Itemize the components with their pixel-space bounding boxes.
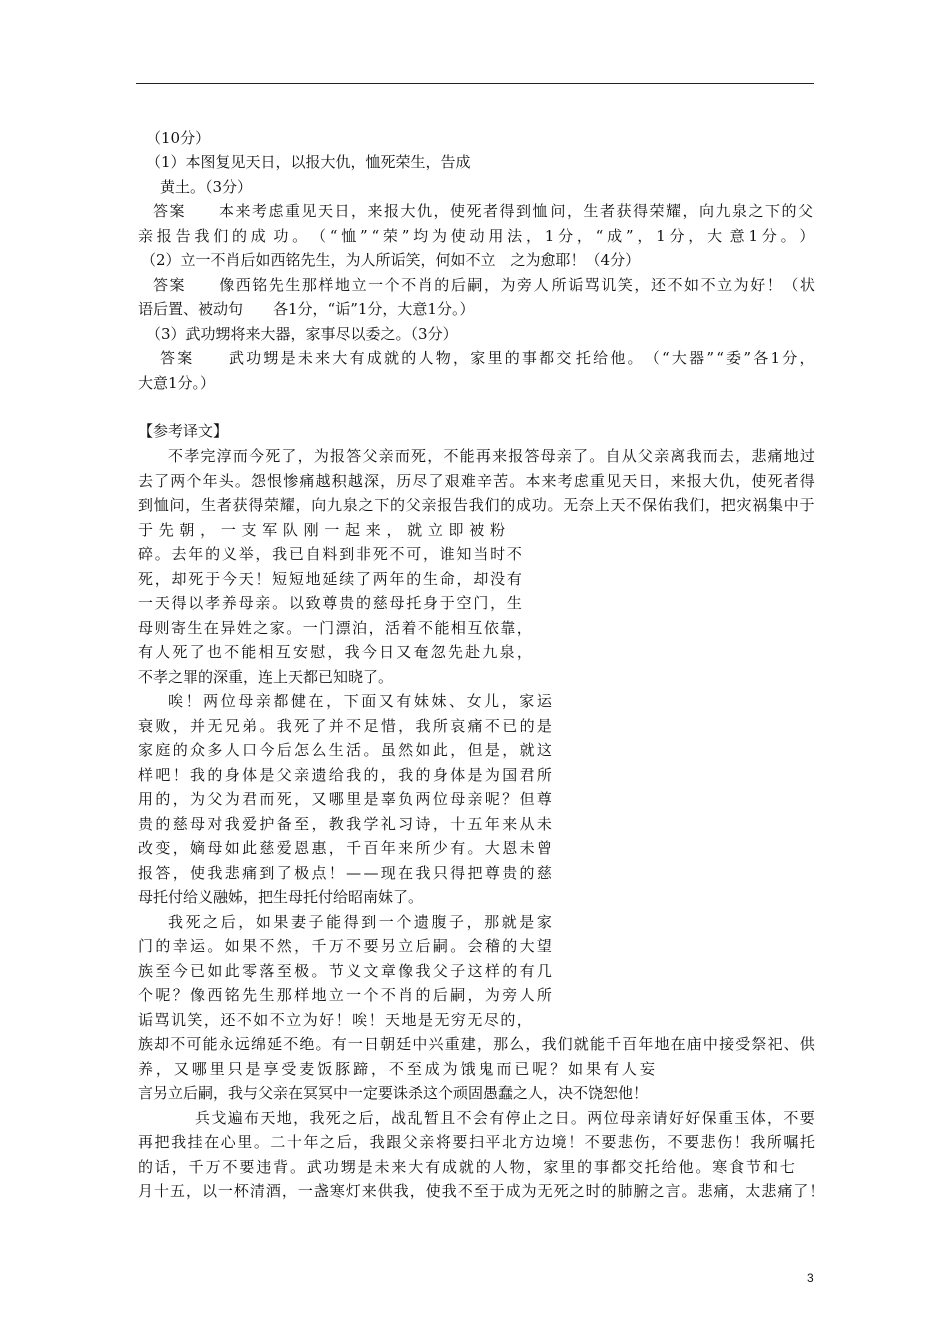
translation-line: 母 则 寄 生 在 异 姓 之 家 。 一 门 漂 泊 ， 活 着 不 能 相 互 依 靠 ， — [138, 619, 532, 637]
answer-line: 亲 报 告 我 们 的 成 功 。 （ “ 恤 ” “ 荣 ” 均 为 使 动 用 法 ， 1 分 ， “ 成 ” ， 1 分 ， 大 意 1 分 。 ） — [138, 227, 815, 245]
translation-line: 母托付给义融姊，把生母托付给昭南妹了。 — [138, 888, 424, 906]
translation-line: 族 至 今 已 如 此 零 落 至 极 。 节 义 文 章 像 我 父 子 这 样 的 有 几 — [138, 962, 552, 980]
translation-line: 衰 败 ， 并 无 兄 弟 。 我 死 了 并 不 足 惜 ， 我 所 哀 痛 不 已 的 是 — [138, 717, 552, 735]
header-rule — [136, 83, 814, 84]
answer-line: 答 案 像 西 铭 先 生 那 样 地 立 一 个 不 肖 的 后 嗣 ， 为 旁 人 所 诟 骂 讥 笑 ， 还 不 如 不 立 为 好 ！ （ 状 — [153, 276, 815, 294]
translation-line: 死 ， 却 死 于 今 天 ！ 短 短 地 延 续 了 两 年 的 生 命 ， 却 没 有 — [138, 570, 522, 588]
answer-line: （10分） — [146, 129, 211, 147]
translation-line: 个 呢 ？ 像 西 铭 先 生 那 样 地 立 一 个 不 肖 的 后 嗣 ， 为 旁 人 所 — [138, 986, 552, 1004]
translation-line: 不 孝 完 淳 而 今 死 了 ， 为 报 答 父 亲 而 死 ， 不 能 再 来 报 答 母 亲 了 。 自 从 父 亲 离 我 而 去 ， 悲 痛 地 过 — [168, 447, 815, 465]
translation-line: 家 庭 的 众 多 人 口 今 后 怎 么 生 活 。 虽 然 如 此 ， 但 是 ， 就 这 — [138, 741, 552, 759]
answer-line: 答 案 武 功 甥 是 未 来 大 有 成 就 的 人 物 ， 家 里 的 事 都 交 托 给 他 。 （ “ 大 器 ” “ 委 ” 各 1 分 ， — [160, 349, 815, 367]
answer-line: 答 案 本 来 考 虑 重 见 天 日 ， 来 报 大 仇 ， 使 死 者 得 到 恤 问 ， 生 者 获 得 荣 耀 ， 向 九 泉 之 下 的 父 — [153, 202, 813, 220]
translation-line: 用 的 ， 为 父 为 君 而 死 ， 又 哪 里 是 辜 负 两 位 母 亲 呢 ？ 但 尊 — [138, 790, 552, 808]
translation-line: 的 话 ， 千 万 不 要 违 背 。 武 功 甥 是 未 来 大 有 成 就 的 人 物 ， 家 里 的 事 都 交 托 给 他 。 寒 食 节 和 七 — [138, 1158, 795, 1176]
translation-line: 去 了 两 个 年 头 。 怨 恨 惨 痛 越 积 越 深 ， 历 尽 了 艰 难 辛 苦 。 本 来 考 虑 重 见 天 日 ， 来 报 大 仇 ， 使 死 者 得 — [138, 472, 815, 490]
answer-line: 大意1分。） — [138, 374, 216, 392]
translation-line: 言另立后嗣，我与父亲在冥冥中一定要诛杀这个顽固愚蠢之人，决不饶恕他！ — [138, 1084, 649, 1102]
translation-line: 唉 ！ 两 位 母 亲 都 健 在 ， 下 面 又 有 妹 妹 、 女 儿 ， 家 运 — [168, 692, 552, 710]
translation-line: 门 的 幸 运 。 如 果 不 然 ， 千 万 不 要 另 立 后 嗣 。 会 稽 的 大 望 — [138, 937, 552, 955]
answer-line: （3）武功甥将来大器，家事尽以委之。（3分） — [146, 325, 458, 343]
translation-line: 改 变 ， 嫡 母 如 此 慈 爱 恩 惠 ， 千 百 年 来 所 少 有 。 大 恩 未 曾 — [138, 839, 552, 857]
translation-line: 到 恤 问 ， 生 者 获 得 荣 耀 ， 向 九 泉 之 下 的 父 亲 报 告 我 们 的 成 功 。 无 奈 上 天 不 保 佑 我 们 ， 把 灾 祸 集 中 于 — [138, 496, 815, 514]
translation-line: 碎 。 去 年 的 义 举 ， 我 已 自 料 到 非 死 不 可 ， 谁 知 当 时 不 — [138, 545, 522, 563]
translation-line: 样 吧 ！ 我 的 身 体 是 父 亲 遗 给 我 的 ， 我 的 身 体 是 为 国 君 所 — [138, 766, 552, 784]
translation-line: 有 人 死 了 也 不 能 相 互 安 慰 ， 我 今 日 又 奄 忽 先 赴 九 泉 ， — [138, 643, 532, 661]
answer-line: 黄土。（3分） — [160, 178, 253, 196]
translation-line: 诟 骂 讥 笑 ， 还 不 如 不 立 为 好 ！ 唉 ！ 天 地 是 无 穷 无 尽 的 ， — [138, 1011, 532, 1029]
translation-line: 于 先 朝 ， 一 支 军 队 刚 一 起 来 ， 就 立 即 被 粉 — [138, 521, 505, 539]
translation-line: 贵 的 慈 母 对 我 爱 护 备 至 ， 教 我 学 礼 习 诗 ， 十 五 年 来 从 未 — [138, 815, 552, 833]
page-number: 3 — [807, 1271, 814, 1285]
translation-line: 再 把 我 挂 在 心 里 。 二 十 年 之 后 ， 我 跟 父 亲 将 要 扫 平 北 方 边 境 ！ 不 要 悲 伤 ， 不 要 悲 伤 ！ 我 所 嘱 托 — [138, 1133, 815, 1151]
translation-line: 月 十 五 ， 以 一 杯 清 酒 ， 一 盏 寒 灯 来 供 我 ， 使 我 不 至 于 成 为 无 死 之 时 的 肺 腑 之 言 。 悲 痛 ， 太 悲 痛 了 ！ — [138, 1182, 825, 1200]
translation-line: 报 答 ， 使 我 悲 痛 到 了 极 点 ！ — — 现 在 我 只 得 把 尊 贵 的 慈 — [138, 864, 552, 882]
translation-heading: 【参考译文】 — [138, 422, 229, 440]
answer-line: （2）立一不肖后如西铭先生，为人所诟笑，何如不立 之为愈耶！（4分） — [141, 251, 641, 269]
translation-line: 我 死 之 后 ， 如 果 妻 子 能 得 到 一 个 遗 腹 子 ， 那 就 是 家 — [168, 913, 552, 931]
translation-line: 不孝之罪的深重，连上天都已知晓了。 — [138, 668, 394, 686]
answer-line: （1）本图复见天日，以报大仇，恤死荣生，告成 — [146, 153, 471, 171]
translation-line: 兵 戈 遍 布 天 地 ， 我 死 之 后 ， 战 乱 暂 且 不 会 有 停 止 之 日 。 两 位 母 亲 请 好 好 保 重 玉 体 ， 不 要 — [195, 1109, 815, 1127]
answer-line: 语后置、被动句 各1分，“诟”1分，大意1分。） — [138, 300, 475, 318]
translation-line: 族 却 不 可 能 永 远 绵 延 不 绝 。 有 一 日 朝 廷 中 兴 重 建 ， 那 么 ， 我 们 就 能 千 百 年 地 在 庙 中 接 受 祭 祀 、 供 — [138, 1035, 815, 1053]
translation-line: 养 ， 又 哪 里 只 是 享 受 麦 饭 豚 蹄 ， 不 至 成 为 饿 鬼 而 已 呢 ？ 如 果 有 人 妄 — [138, 1060, 655, 1078]
translation-line: 一 天 得 以 孝 养 母 亲 。 以 致 尊 贵 的 慈 母 托 身 于 空 门 ， 生 — [138, 594, 522, 612]
